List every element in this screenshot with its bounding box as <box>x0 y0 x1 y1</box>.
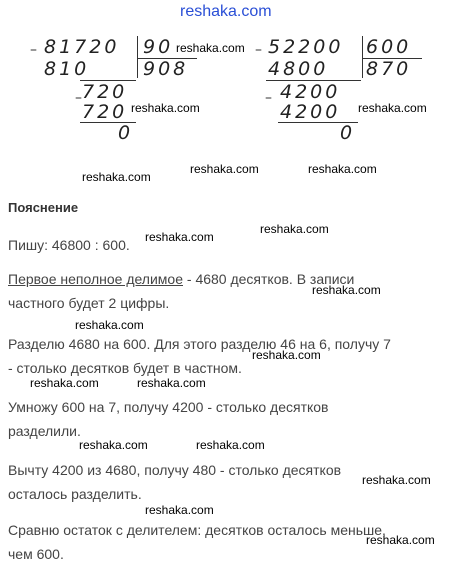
subtrahend: 810 <box>44 58 90 80</box>
watermark: reshaka.com <box>366 533 435 547</box>
explanation-line: Умножу 600 на 7, получу 4200 - столько десятков <box>8 399 329 415</box>
watermark: reshaka.com <box>252 348 321 362</box>
quotient: 908 <box>143 58 189 80</box>
explanation-line: разделили. <box>8 423 81 439</box>
watermark: reshaka.com <box>176 41 245 55</box>
subtrahend: 4800 <box>268 58 329 80</box>
minus-sign: – <box>30 42 37 58</box>
minus-sign: – <box>265 90 272 106</box>
partial-dividend: 720 <box>82 81 128 103</box>
explanation-line: чем 600. <box>8 546 64 562</box>
watermark: reshaka.com <box>30 376 99 390</box>
quotient: 870 <box>366 58 412 80</box>
explanation-title: Пояснение <box>8 200 79 215</box>
watermark: reshaka.com <box>362 473 431 487</box>
watermark: reshaka.com <box>137 376 206 390</box>
watermark: reshaka.com <box>196 438 265 452</box>
watermark: reshaka.com <box>75 318 144 332</box>
watermark-top: reshaka.com <box>180 3 272 20</box>
remainder: 0 <box>118 122 134 144</box>
watermark: reshaka.com <box>145 230 214 244</box>
divisor: 90 <box>143 36 174 58</box>
minus-sign: – <box>75 90 82 106</box>
dividend: 81720 <box>44 36 120 58</box>
explanation-line: Вычту 4200 из 4680, получу 480 - столько десятков <box>8 462 342 478</box>
explanation-line: частного будет 2 цифры. <box>8 295 170 311</box>
explanation-line: осталось разделить. <box>8 486 142 502</box>
watermark: reshaka.com <box>312 283 381 297</box>
watermark: reshaka.com <box>308 162 377 176</box>
division-bracket <box>137 36 138 78</box>
watermark: reshaka.com <box>82 170 151 184</box>
explanation-line: Пишу: 46800 : 600. <box>8 237 130 253</box>
watermark: reshaka.com <box>358 101 427 115</box>
subtrahend: 4200 <box>280 101 341 123</box>
explanation-line <box>8 268 354 290</box>
explanation-line: - столько десятков будет в частном. <box>8 360 242 376</box>
watermark: reshaka.com <box>145 503 214 517</box>
underlined-term: Первое неполное делимое <box>8 271 183 287</box>
remainder: 0 <box>340 122 356 144</box>
partial-dividend: 4200 <box>280 81 341 103</box>
watermark: reshaka.com <box>260 222 329 236</box>
dividend: 52200 <box>268 36 344 58</box>
explanation-line-rest: - 4680 десятков. В записи <box>183 271 355 287</box>
minus-sign: – <box>255 42 262 58</box>
explanation-line: Сравню остаток с делителем: десятков осталось меньше, <box>8 522 386 538</box>
watermark: reshaka.com <box>131 101 200 115</box>
division-bracket <box>362 36 363 78</box>
watermark: reshaka.com <box>190 162 259 176</box>
divisor: 600 <box>366 36 412 58</box>
explanation-line: Разделю 4680 на 600. Для этого разделю 46 на 6, получу 7 <box>8 336 391 352</box>
subtrahend: 720 <box>82 101 128 123</box>
watermark: reshaka.com <box>79 438 148 452</box>
